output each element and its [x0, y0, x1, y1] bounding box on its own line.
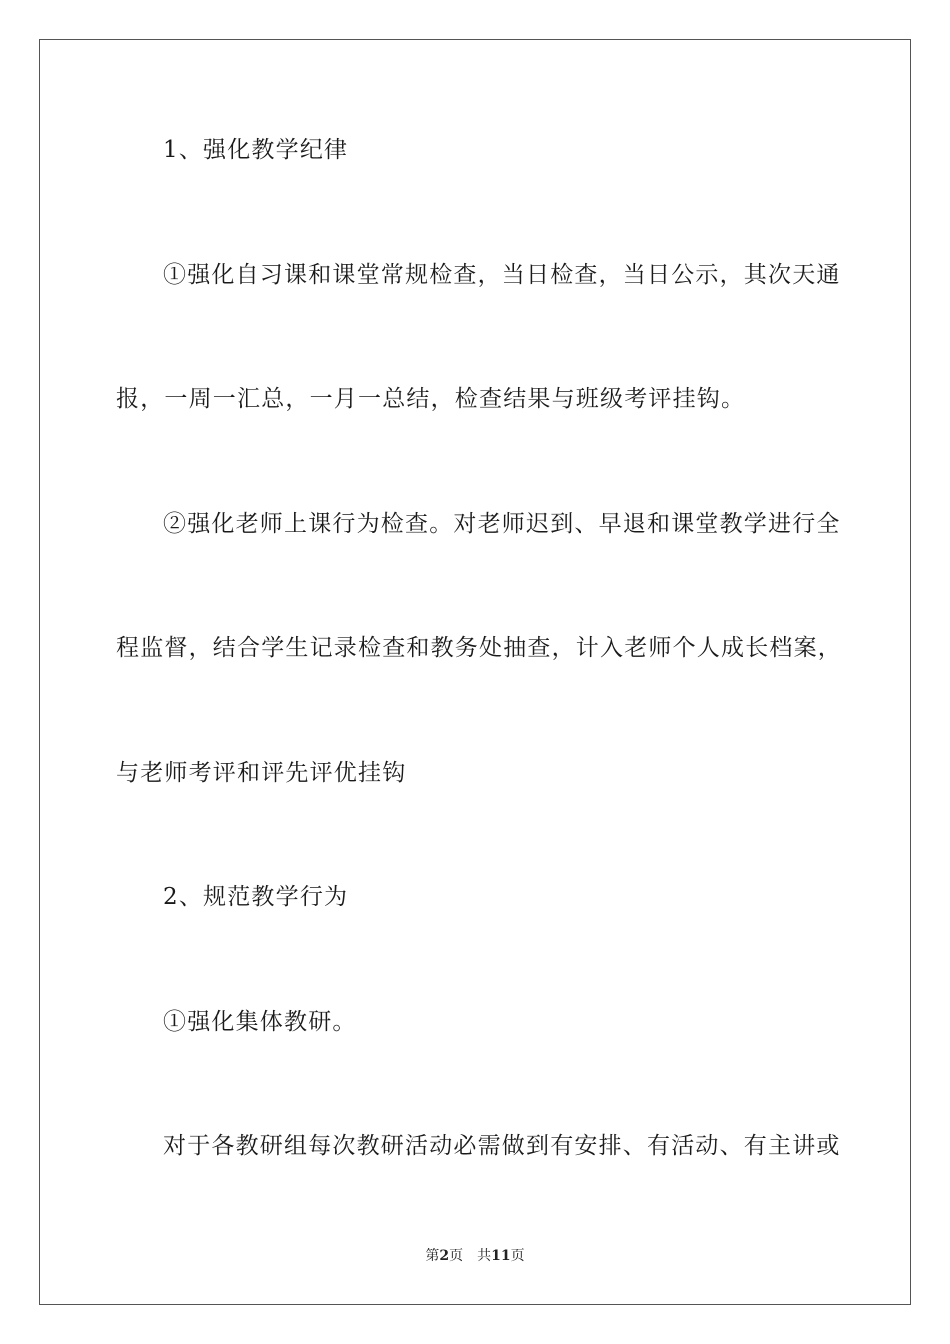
footer-page-number: 2 — [439, 1248, 450, 1264]
footer-total-suffix: 页 — [510, 1248, 525, 1264]
paragraph-line: ①强化自习课和课堂常规检查，当日检查，当日公示，其次天通 — [163, 262, 841, 288]
paragraph-line: 与老师考评和评先评优挂钩 — [116, 760, 407, 786]
section-heading-2: 2、规范教学行为 — [163, 884, 349, 910]
section-heading-1: 1、强化教学纪律 — [163, 137, 349, 163]
footer-total-prefix: 共 — [477, 1248, 492, 1264]
footer-total-pages: 11 — [491, 1248, 511, 1264]
footer-page-suffix: 页 — [449, 1248, 464, 1264]
paragraph-line: 程监督，结合学生记录检查和教务处抽查，计入老师个人成长档案， — [116, 635, 842, 661]
page-footer — [0, 1247, 950, 1265]
paragraph-line: ②强化老师上课行为检查。对老师迟到、早退和课堂教学进行全 — [163, 511, 841, 537]
paragraph-line: 报，一周一汇总，一月一总结，检查结果与班级考评挂钩。 — [116, 386, 746, 412]
page-frame — [39, 39, 911, 1305]
footer-page-prefix: 第 — [425, 1248, 440, 1264]
paragraph-line: ①强化集体教研。 — [163, 1009, 357, 1035]
paragraph-line: 对于各教研组每次教研活动必需做到有安排、有活动、有主讲或 — [163, 1133, 841, 1159]
